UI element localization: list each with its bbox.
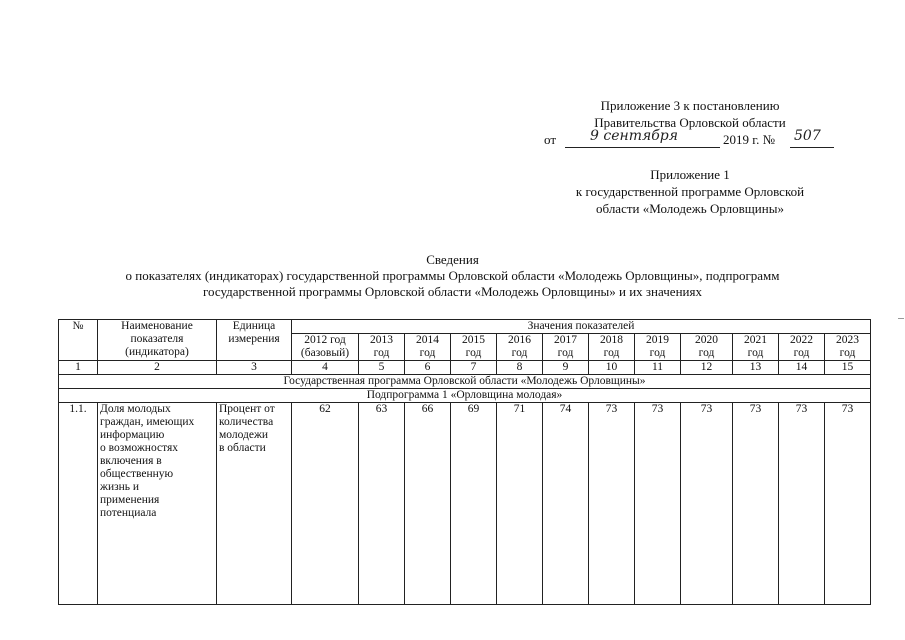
col-name-header: [98, 320, 217, 361]
year-number-text: 2019 г. №: [723, 132, 776, 147]
indicator-unit-line: в области: [219, 442, 266, 454]
column-number: 15: [825, 361, 871, 375]
year-line: 2016: [508, 334, 531, 346]
date-handwritten: 9 сентября: [590, 128, 679, 144]
header-row-1: [59, 320, 871, 334]
indicator-value: 74: [543, 403, 589, 605]
indicator-value: 62: [292, 403, 359, 605]
indicator-unit: [217, 403, 292, 605]
indicator-name-line: потенциала: [100, 507, 157, 519]
column-number: 9: [543, 361, 589, 375]
page-edge-mark: [898, 318, 904, 319]
from-prefix: от: [544, 132, 557, 147]
appendix1-line3: области «Молодежь Орловщины»: [596, 201, 784, 216]
indicator-value: 73: [779, 403, 825, 605]
appendix1-line2: к государственной программе Орловской: [575, 184, 805, 199]
year-line: 2022: [790, 334, 813, 346]
column-number: 12: [681, 361, 733, 375]
appendix3-line2: Правительства Орловской области: [594, 115, 786, 130]
doc-title: Сведения: [426, 252, 479, 267]
year-line: 2020: [695, 334, 718, 346]
column-number: 13: [733, 361, 779, 375]
program-row: [59, 375, 871, 389]
subprogram-row: [59, 389, 871, 403]
column-numbers-row: [59, 361, 871, 375]
column-number: 2: [98, 361, 217, 375]
year-header: [825, 334, 871, 361]
year-line: 2018: [600, 334, 623, 346]
column-number: 7: [451, 361, 497, 375]
year-line: год: [839, 347, 856, 359]
year-header: [359, 334, 405, 361]
year-line: 2017: [554, 334, 577, 346]
indicator-name-line: граждан, имеющих: [100, 416, 195, 428]
year-header: [635, 334, 681, 361]
indicator-name-line: информацию: [100, 429, 165, 441]
indicator-name-line: общественную: [100, 468, 174, 480]
year-line: 2015: [462, 334, 485, 346]
column-number: 4: [292, 361, 359, 375]
column-number: 3: [217, 361, 292, 375]
year-line: 2023: [836, 334, 859, 346]
year-line: (базовый): [300, 347, 350, 359]
indicator-name: [98, 403, 217, 605]
indicator-unit-line: количества: [219, 416, 274, 428]
appendix1-line1: Приложение 1: [650, 167, 730, 182]
row-number: 1.1.: [59, 403, 98, 605]
number-underline: [790, 147, 834, 148]
appendix3-line1: Приложение 3 к постановлению: [600, 98, 780, 113]
year-line: год: [373, 347, 390, 359]
indicator-value: 71: [497, 403, 543, 605]
column-number: 1: [59, 361, 98, 375]
indicator-name-line: о возможностях: [100, 442, 179, 454]
indicators-table: [58, 319, 871, 605]
indicator-unit-line: Процент от: [219, 403, 275, 415]
col-unit-header-line: Единица: [232, 320, 276, 332]
indicator-name-line: применения: [100, 494, 160, 506]
indicator-value: 69: [451, 403, 497, 605]
subprogram-title: Подпрограмма 1 «Орловщина молодая»: [59, 389, 871, 403]
year-header: [733, 334, 779, 361]
table-row: [59, 403, 871, 605]
year-line: год: [511, 347, 528, 359]
year-line: 2012 год: [304, 334, 346, 346]
year-line: 2021: [744, 334, 767, 346]
year-line: год: [557, 347, 574, 359]
indicator-value: 73: [733, 403, 779, 605]
indicator-value: 73: [681, 403, 733, 605]
year-header: [451, 334, 497, 361]
indicator-name-line: жизнь и: [100, 481, 140, 493]
year-header: [543, 334, 589, 361]
year-line: год: [649, 347, 666, 359]
indicator-value: 66: [405, 403, 451, 605]
year-header: [589, 334, 635, 361]
year-header: [405, 334, 451, 361]
doc-subtitle-line2: государственной программы Орловской области «Молодежь Орловщины» и их значениях: [203, 284, 702, 299]
number-handwritten: 507: [794, 128, 821, 144]
year-header: [779, 334, 825, 361]
indicator-value: 63: [359, 403, 405, 605]
year-header: [497, 334, 543, 361]
column-number: 8: [497, 361, 543, 375]
year-line: 2013: [370, 334, 393, 346]
year-line: год: [747, 347, 764, 359]
col-unit-header: [217, 320, 292, 361]
col-name-header-line: (индикатора): [125, 346, 189, 358]
column-number: 14: [779, 361, 825, 375]
year-line: год: [603, 347, 620, 359]
col-name-header-line: Наименование: [121, 320, 193, 332]
col-no-header: №: [59, 320, 98, 361]
column-number: 6: [405, 361, 451, 375]
indicator-name-line: Доля молодых: [100, 403, 171, 415]
indicator-value: 73: [589, 403, 635, 605]
date-underline: [565, 147, 720, 148]
column-number: 5: [359, 361, 405, 375]
indicator-name-line: включения в: [100, 455, 162, 467]
year-line: 2014: [416, 334, 439, 346]
year-line: год: [698, 347, 715, 359]
year-header: [681, 334, 733, 361]
column-number: 10: [589, 361, 635, 375]
year-line: 2019: [646, 334, 669, 346]
indicator-value: 73: [635, 403, 681, 605]
program-title: Государственная программа Орловской области «Молодежь Орловщины»: [59, 375, 871, 389]
year-line: год: [793, 347, 810, 359]
year-header: [292, 334, 359, 361]
indicator-unit-line: молодежи: [219, 429, 269, 441]
year-line: год: [465, 347, 482, 359]
col-name-header-line: показателя: [130, 333, 184, 345]
year-line: год: [419, 347, 436, 359]
col-unit-header-line: измерения: [228, 333, 280, 345]
column-number: 11: [635, 361, 681, 375]
doc-subtitle-line1: о показателях (индикаторах) государственной программы Орловской области «Молодежь Орловщины», подпрограмм: [125, 268, 780, 283]
values-group-header: Значения показателей: [292, 320, 871, 334]
indicator-value: 73: [825, 403, 871, 605]
